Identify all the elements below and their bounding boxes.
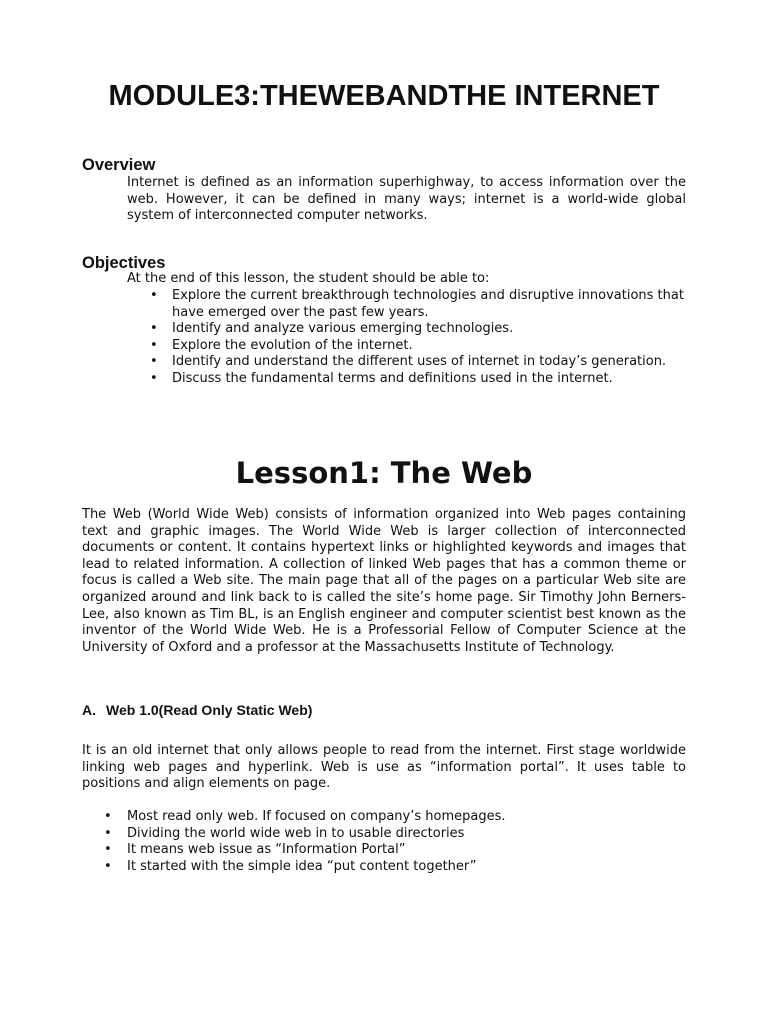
list-item-text: Most read only web. If focused on company’s homepages.	[127, 809, 506, 824]
bullet-icon: •	[104, 858, 112, 874]
lesson-paragraph: The Web (World Wide Web) consists of information organized into Web pages containing text and graphic images. The World Wide Web is larger collection of interconnected documents or content. It contains hypertext links or highlighted keywords and images that lead to related information. A collection of linked Web pages that has a common theme or focus is called a Web site. The main page that all of the pages on a particular Web site are organized around and link back to is called the site’s home page. Sir Timothy John Berners-Lee, also known as Tim BL, is an English engineer and computer scientist best known as the inventor of the World Wide Web. He is a Professorial Fellow of Computer Science at the University of Oxford and a professor at the Massachusetts Institute of Technology.	[82, 507, 686, 655]
list-item	[150, 337, 702, 355]
web1-paragraph: It is an old internet that only allows people to read from the internet. First stage worldwide linking web pages and hyperlink. Web is use as “information portal”. It uses table to positions and align elements on page.	[82, 743, 686, 792]
web1-list	[104, 809, 687, 875]
bullet-icon: •	[150, 288, 158, 303]
bullet-icon: •	[150, 354, 158, 370]
list-item	[104, 842, 687, 859]
overview-heading: Overview	[82, 156, 156, 174]
list-item	[104, 825, 687, 843]
objectives-intro: At the end of this lesson, the student should be able to:	[127, 271, 490, 286]
bullet-icon: •	[150, 370, 158, 386]
bullet-icon: •	[150, 337, 158, 353]
list-item	[150, 354, 702, 371]
lesson-title: Lesson1: The Web	[235, 456, 533, 490]
list-item	[150, 288, 702, 321]
list-item-text: Dividing the world wide web in to usable directories	[127, 825, 465, 841]
overview-text: Internet is defined as an information superhighway, to access information over the web. However, it can be defined in many ways; internet is a world-wide global system of interconnected computer networks.	[127, 175, 686, 224]
list-item-text: Discuss the fundamental terms and definitions used in the internet.	[172, 370, 613, 386]
bullet-icon: •	[104, 842, 112, 858]
list-item-text: Explore the current breakthrough technologies and disruptive innovations that have emerged over the past few years.	[172, 288, 684, 320]
bullet-icon: •	[104, 809, 112, 824]
objectives-list	[150, 288, 702, 388]
list-item	[150, 370, 702, 388]
web1-letter: A.	[82, 702, 96, 718]
bullet-icon: •	[104, 825, 112, 841]
list-item	[150, 321, 702, 338]
bullet-icon: •	[150, 321, 158, 337]
list-item	[104, 809, 687, 826]
module-title: MODULE3:THEWEBANDTHE INTERNET	[108, 80, 660, 112]
list-item-text: Identify and analyze various emerging technologies.	[172, 321, 514, 337]
list-item-text: It means web issue as “Information Portal”	[127, 842, 406, 858]
list-item-text: Identify and understand the different uses of internet in today’s generation.	[172, 354, 667, 370]
list-item-text: It started with the simple idea “put content together”	[127, 858, 477, 874]
web1-heading	[82, 701, 312, 719]
list-item-text: Explore the evolution of the internet.	[172, 337, 413, 353]
web1-heading-text: Web 1.0(Read Only Static Web)	[106, 702, 313, 718]
list-item	[104, 858, 687, 876]
objectives-heading: Objectives	[82, 254, 166, 272]
